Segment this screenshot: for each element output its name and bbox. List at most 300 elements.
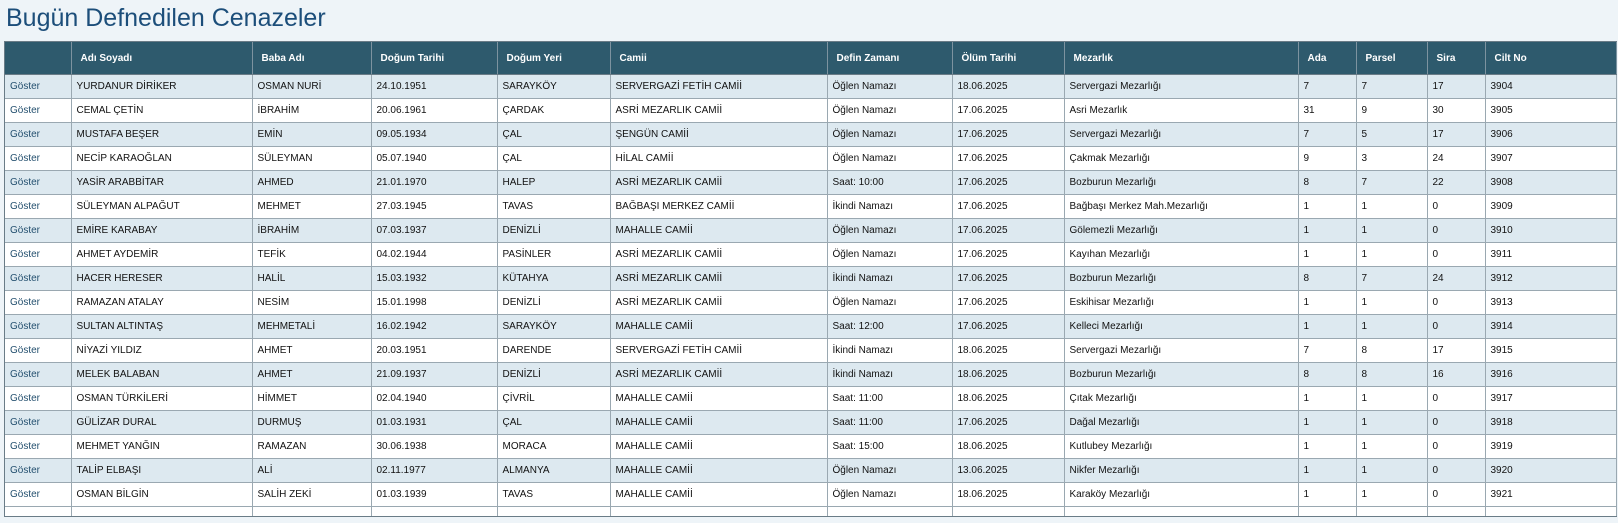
table-row (5, 267, 1616, 291)
name-cell: GÜLİZAR DURAL (71, 411, 252, 435)
father-name-cell: DURMUŞ (252, 411, 371, 435)
ada-cell: 1 (1298, 219, 1356, 243)
header-birth-date: Doğum Tarihi (371, 42, 497, 75)
table-row (5, 387, 1616, 411)
burial-time-cell: Öğlen Namazı (827, 123, 952, 147)
cilt-no-cell: 3910 (1485, 219, 1616, 243)
burial-time-cell: Öğlen Namazı (827, 243, 952, 267)
father-name-cell: AHMED (252, 171, 371, 195)
birth-date-cell: 01.03.1931 (371, 411, 497, 435)
father-name-cell: EMİN (252, 123, 371, 147)
action-cell (5, 435, 71, 459)
father-name-cell: İBRAHİM (252, 219, 371, 243)
cemetery-cell: Karaköy Mezarlığı (1064, 483, 1298, 507)
burial-time-cell: Öğlen Namazı (827, 75, 952, 99)
death-date-cell: 17.06.2025 (952, 291, 1064, 315)
birth-place-cell: DENİZLİ (497, 219, 610, 243)
show-link[interactable]: Göster (10, 249, 41, 260)
show-link[interactable]: Göster (10, 81, 41, 92)
parsel-cell: 7 (1356, 171, 1427, 195)
death-date-cell: 17.06.2025 (952, 171, 1064, 195)
death-date-cell: 17.06.2025 (952, 243, 1064, 267)
birth-place-cell: HALEP (497, 171, 610, 195)
name-cell: HACER HERESER (71, 267, 252, 291)
header-death-date: Ölüm Tarihi (952, 42, 1064, 75)
cemetery-cell: Dağal Mezarlığı (1064, 411, 1298, 435)
cilt-no-cell: 3915 (1485, 339, 1616, 363)
birth-place-cell: SARAYKÖY (497, 315, 610, 339)
show-link[interactable]: Göster (10, 441, 41, 452)
cilt-no-cell: 3913 (1485, 291, 1616, 315)
birth-place-cell: ÇAL (497, 411, 610, 435)
birth-date-cell: 27.03.1945 (371, 195, 497, 219)
cemetery-cell: Eskihisar Mezarlığı (1064, 291, 1298, 315)
action-cell (5, 219, 71, 243)
cilt-no-cell: 3916 (1485, 363, 1616, 387)
parsel-cell: 3 (1356, 147, 1427, 171)
mosque-cell: ŞENGÜN CAMİİ (610, 123, 827, 147)
burial-time-cell: Öğlen Namazı (827, 99, 952, 123)
sira-cell: 0 (1427, 195, 1485, 219)
death-date-cell: 18.06.2025 (952, 483, 1064, 507)
table-row (5, 339, 1616, 363)
parsel-cell: 1 (1356, 435, 1427, 459)
burials-table-container (4, 41, 1617, 517)
birth-place-cell: DENİZLİ (497, 291, 610, 315)
footer-cell (827, 507, 952, 517)
death-date-cell: 18.06.2025 (952, 435, 1064, 459)
sira-cell: 17 (1427, 75, 1485, 99)
cemetery-cell: Kelleci Mezarlığı (1064, 315, 1298, 339)
action-cell (5, 363, 71, 387)
cilt-no-cell: 3907 (1485, 147, 1616, 171)
cilt-no-cell: 3912 (1485, 267, 1616, 291)
birth-date-cell: 20.06.1961 (371, 99, 497, 123)
footer-cell (497, 507, 610, 517)
show-link[interactable]: Göster (10, 129, 41, 140)
action-cell (5, 99, 71, 123)
action-cell (5, 267, 71, 291)
table-row (5, 123, 1616, 147)
cemetery-cell: Bozburun Mezarlığı (1064, 171, 1298, 195)
page-title: Bugün Defnedilen Cenazeler (6, 4, 326, 32)
burials-table (5, 42, 1617, 516)
header-cemetery: Mezarlık (1064, 42, 1298, 75)
mosque-cell: ASRİ MEZARLIK CAMİİ (610, 291, 827, 315)
cilt-no-cell: 3919 (1485, 435, 1616, 459)
death-date-cell: 18.06.2025 (952, 387, 1064, 411)
sira-cell: 0 (1427, 315, 1485, 339)
death-date-cell: 17.06.2025 (952, 315, 1064, 339)
table-row (5, 219, 1616, 243)
ada-cell: 1 (1298, 243, 1356, 267)
birth-place-cell: TAVAS (497, 483, 610, 507)
action-cell (5, 291, 71, 315)
action-cell (5, 387, 71, 411)
birth-date-cell: 07.03.1937 (371, 219, 497, 243)
birth-date-cell: 15.01.1998 (371, 291, 497, 315)
death-date-cell: 18.06.2025 (952, 75, 1064, 99)
show-link[interactable]: Göster (10, 177, 41, 188)
footer-cell (5, 507, 71, 517)
header-mosque: Camii (610, 42, 827, 75)
show-link[interactable]: Göster (10, 417, 41, 428)
name-cell: AHMET AYDEMİR (71, 243, 252, 267)
header-cilt-no: Cilt No (1485, 42, 1616, 75)
ada-cell: 8 (1298, 363, 1356, 387)
show-link[interactable]: Göster (10, 321, 41, 332)
table-footer-row (5, 507, 1616, 517)
action-cell (5, 315, 71, 339)
cemetery-cell: Servergazi Mezarlığı (1064, 75, 1298, 99)
cemetery-cell: Servergazi Mezarlığı (1064, 339, 1298, 363)
sira-cell: 0 (1427, 387, 1485, 411)
burial-time-cell: İkindi Namazı (827, 339, 952, 363)
ada-cell: 8 (1298, 267, 1356, 291)
cemetery-cell: Çakmak Mezarlığı (1064, 147, 1298, 171)
birth-place-cell: MORACA (497, 435, 610, 459)
father-name-cell: ALİ (252, 459, 371, 483)
cemetery-cell: Çıtak Mezarlığı (1064, 387, 1298, 411)
death-date-cell: 17.06.2025 (952, 195, 1064, 219)
table-row (5, 459, 1616, 483)
burial-time-cell: İkindi Namazı (827, 363, 952, 387)
sira-cell: 22 (1427, 171, 1485, 195)
burial-time-cell: İkindi Namazı (827, 267, 952, 291)
name-cell: MEHMET YANĞIN (71, 435, 252, 459)
parsel-cell: 8 (1356, 363, 1427, 387)
parsel-cell: 8 (1356, 339, 1427, 363)
table-row (5, 483, 1616, 507)
name-cell: NECİP KARAOĞLAN (71, 147, 252, 171)
name-cell: YURDANUR DİRİKER (71, 75, 252, 99)
table-row (5, 171, 1616, 195)
sira-cell: 24 (1427, 147, 1485, 171)
father-name-cell: NESİM (252, 291, 371, 315)
ada-cell: 1 (1298, 291, 1356, 315)
show-link[interactable]: Göster (10, 393, 41, 404)
birth-date-cell: 15.03.1932 (371, 267, 497, 291)
cilt-no-cell: 3906 (1485, 123, 1616, 147)
birth-date-cell: 21.01.1970 (371, 171, 497, 195)
death-date-cell: 17.06.2025 (952, 219, 1064, 243)
birth-place-cell: SARAYKÖY (497, 75, 610, 99)
name-cell: OSMAN TÜRKİLERİ (71, 387, 252, 411)
mosque-cell: BAĞBAŞI MERKEZ CAMİİ (610, 195, 827, 219)
header-birth-place: Doğum Yeri (497, 42, 610, 75)
action-cell (5, 75, 71, 99)
burial-time-cell: Saat: 15:00 (827, 435, 952, 459)
show-link[interactable]: Göster (10, 297, 41, 308)
death-date-cell: 17.06.2025 (952, 123, 1064, 147)
father-name-cell: SALİH ZEKİ (252, 483, 371, 507)
header-burial-time: Defin Zamanı (827, 42, 952, 75)
sira-cell: 0 (1427, 243, 1485, 267)
header-sira: Sira (1427, 42, 1485, 75)
header-action (5, 42, 71, 75)
father-name-cell: MEHMET (252, 195, 371, 219)
action-cell (5, 459, 71, 483)
ada-cell: 1 (1298, 459, 1356, 483)
birth-date-cell: 21.09.1937 (371, 363, 497, 387)
table-row (5, 147, 1616, 171)
show-link[interactable]: Göster (10, 273, 41, 284)
parsel-cell: 9 (1356, 99, 1427, 123)
action-cell (5, 339, 71, 363)
action-cell (5, 411, 71, 435)
name-cell: MELEK BALABAN (71, 363, 252, 387)
ada-cell: 7 (1298, 75, 1356, 99)
burial-time-cell: Öğlen Namazı (827, 483, 952, 507)
birth-date-cell: 02.04.1940 (371, 387, 497, 411)
mosque-cell: MAHALLE CAMİİ (610, 459, 827, 483)
cemetery-cell: Servergazi Mezarlığı (1064, 123, 1298, 147)
name-cell: SÜLEYMAN ALPAĞUT (71, 195, 252, 219)
father-name-cell: SÜLEYMAN (252, 147, 371, 171)
birth-place-cell: ALMANYA (497, 459, 610, 483)
footer-cell (1427, 507, 1485, 517)
parsel-cell: 1 (1356, 243, 1427, 267)
cilt-no-cell: 3914 (1485, 315, 1616, 339)
cemetery-cell: Bozburun Mezarlığı (1064, 363, 1298, 387)
birth-place-cell: KÜTAHYA (497, 267, 610, 291)
action-cell (5, 243, 71, 267)
parsel-cell: 1 (1356, 291, 1427, 315)
burial-time-cell: Saat: 11:00 (827, 411, 952, 435)
parsel-cell: 1 (1356, 411, 1427, 435)
table-body (5, 75, 1616, 517)
sira-cell: 24 (1427, 267, 1485, 291)
sira-cell: 0 (1427, 483, 1485, 507)
show-link[interactable]: Göster (10, 105, 41, 116)
ada-cell: 1 (1298, 315, 1356, 339)
parsel-cell: 1 (1356, 219, 1427, 243)
action-cell (5, 483, 71, 507)
burial-time-cell: Öğlen Namazı (827, 291, 952, 315)
parsel-cell: 1 (1356, 459, 1427, 483)
footer-cell (952, 507, 1064, 517)
cemetery-cell: Kutlubey Mezarlığı (1064, 435, 1298, 459)
show-link[interactable]: Göster (10, 369, 41, 380)
birth-place-cell: ÇAL (497, 123, 610, 147)
action-cell (5, 195, 71, 219)
parsel-cell: 1 (1356, 387, 1427, 411)
ada-cell: 1 (1298, 387, 1356, 411)
sira-cell: 0 (1427, 411, 1485, 435)
header-parsel: Parsel (1356, 42, 1427, 75)
table-row (5, 195, 1616, 219)
birth-date-cell: 04.02.1944 (371, 243, 497, 267)
action-cell (5, 171, 71, 195)
name-cell: NİYAZİ YILDIZ (71, 339, 252, 363)
header-father-name: Baba Adı (252, 42, 371, 75)
mosque-cell: MAHALLE CAMİİ (610, 483, 827, 507)
table-row (5, 315, 1616, 339)
table-row (5, 243, 1616, 267)
sira-cell: 0 (1427, 219, 1485, 243)
table-header-row (5, 42, 1616, 75)
cemetery-cell: Kayıhan Mezarlığı (1064, 243, 1298, 267)
birth-place-cell: DENİZLİ (497, 363, 610, 387)
table-row (5, 291, 1616, 315)
mosque-cell: MAHALLE CAMİİ (610, 435, 827, 459)
header-ada: Ada (1298, 42, 1356, 75)
ada-cell: 7 (1298, 339, 1356, 363)
birth-date-cell: 09.05.1934 (371, 123, 497, 147)
cilt-no-cell: 3918 (1485, 411, 1616, 435)
mosque-cell: ASRİ MEZARLIK CAMİİ (610, 243, 827, 267)
action-cell (5, 123, 71, 147)
mosque-cell: ASRİ MEZARLIK CAMİİ (610, 267, 827, 291)
sira-cell: 17 (1427, 339, 1485, 363)
father-name-cell: HALİL (252, 267, 371, 291)
cilt-no-cell: 3921 (1485, 483, 1616, 507)
birth-place-cell: ÇARDAK (497, 99, 610, 123)
mosque-cell: MAHALLE CAMİİ (610, 411, 827, 435)
cilt-no-cell: 3905 (1485, 99, 1616, 123)
burial-time-cell: Saat: 10:00 (827, 171, 952, 195)
burial-time-cell: Öğlen Namazı (827, 219, 952, 243)
footer-cell (371, 507, 497, 517)
name-cell: RAMAZAN ATALAY (71, 291, 252, 315)
footer-cell (1356, 507, 1427, 517)
cemetery-cell: Gölemezli Mezarlığı (1064, 219, 1298, 243)
birth-place-cell: ÇAL (497, 147, 610, 171)
ada-cell: 1 (1298, 483, 1356, 507)
footer-cell (610, 507, 827, 517)
birth-place-cell: PASİNLER (497, 243, 610, 267)
cemetery-cell: Bağbaşı Merkez Mah.Mezarlığı (1064, 195, 1298, 219)
ada-cell: 8 (1298, 171, 1356, 195)
father-name-cell: İBRAHİM (252, 99, 371, 123)
parsel-cell: 1 (1356, 195, 1427, 219)
cemetery-cell: Nikfer Mezarlığı (1064, 459, 1298, 483)
footer-cell (71, 507, 252, 517)
sira-cell: 16 (1427, 363, 1485, 387)
birth-date-cell: 01.03.1939 (371, 483, 497, 507)
father-name-cell: AHMET (252, 363, 371, 387)
mosque-cell: ASRİ MEZARLIK CAMİİ (610, 363, 827, 387)
cilt-no-cell: 3909 (1485, 195, 1616, 219)
cilt-no-cell: 3920 (1485, 459, 1616, 483)
death-date-cell: 17.06.2025 (952, 147, 1064, 171)
burial-time-cell: İkindi Namazı (827, 195, 952, 219)
father-name-cell: AHMET (252, 339, 371, 363)
cilt-no-cell: 3908 (1485, 171, 1616, 195)
father-name-cell: HİMMET (252, 387, 371, 411)
ada-cell: 1 (1298, 195, 1356, 219)
table-row (5, 99, 1616, 123)
birth-date-cell: 05.07.1940 (371, 147, 497, 171)
header-name: Adı Soyadı (71, 42, 252, 75)
table-row (5, 435, 1616, 459)
footer-cell (1298, 507, 1356, 517)
burial-time-cell: Saat: 12:00 (827, 315, 952, 339)
mosque-cell: SERVERGAZİ FETİH CAMİİ (610, 339, 827, 363)
birth-date-cell: 24.10.1951 (371, 75, 497, 99)
father-name-cell: MEHMETALİ (252, 315, 371, 339)
mosque-cell: MAHALLE CAMİİ (610, 315, 827, 339)
name-cell: CEMAL ÇETİN (71, 99, 252, 123)
burial-time-cell: Öğlen Namazı (827, 147, 952, 171)
footer-cell (252, 507, 371, 517)
ada-cell: 9 (1298, 147, 1356, 171)
birth-date-cell: 16.02.1942 (371, 315, 497, 339)
sira-cell: 30 (1427, 99, 1485, 123)
name-cell: YASİR ARABBİTAR (71, 171, 252, 195)
birth-date-cell: 20.03.1951 (371, 339, 497, 363)
show-link[interactable]: Göster (10, 465, 41, 476)
name-cell: TALİP ELBAŞI (71, 459, 252, 483)
death-date-cell: 17.06.2025 (952, 99, 1064, 123)
sira-cell: 17 (1427, 123, 1485, 147)
parsel-cell: 1 (1356, 483, 1427, 507)
birth-date-cell: 02.11.1977 (371, 459, 497, 483)
mosque-cell: MAHALLE CAMİİ (610, 219, 827, 243)
cilt-no-cell: 3904 (1485, 75, 1616, 99)
death-date-cell: 13.06.2025 (952, 459, 1064, 483)
cilt-no-cell: 3911 (1485, 243, 1616, 267)
father-name-cell: TEFİK (252, 243, 371, 267)
parsel-cell: 7 (1356, 267, 1427, 291)
table-row (5, 363, 1616, 387)
ada-cell: 1 (1298, 435, 1356, 459)
ada-cell: 7 (1298, 123, 1356, 147)
sira-cell: 0 (1427, 459, 1485, 483)
burial-time-cell: Saat: 11:00 (827, 387, 952, 411)
show-link[interactable]: Göster (10, 489, 41, 500)
mosque-cell: HİLAL CAMİİ (610, 147, 827, 171)
show-link[interactable]: Göster (10, 225, 41, 236)
footer-cell (1064, 507, 1298, 517)
burial-time-cell: Öğlen Namazı (827, 459, 952, 483)
death-date-cell: 18.06.2025 (952, 363, 1064, 387)
mosque-cell: ASRİ MEZARLIK CAMİİ (610, 99, 827, 123)
parsel-cell: 1 (1356, 315, 1427, 339)
cemetery-cell: Asri Mezarlık (1064, 99, 1298, 123)
cilt-no-cell: 3917 (1485, 387, 1616, 411)
table-row (5, 75, 1616, 99)
sira-cell: 0 (1427, 435, 1485, 459)
name-cell: SULTAN ALTINTAŞ (71, 315, 252, 339)
cemetery-cell: Bozburun Mezarlığı (1064, 267, 1298, 291)
name-cell: EMİRE KARABAY (71, 219, 252, 243)
birth-date-cell: 30.06.1938 (371, 435, 497, 459)
show-link[interactable]: Göster (10, 201, 41, 212)
name-cell: MUSTAFA BEŞER (71, 123, 252, 147)
birth-place-cell: TAVAS (497, 195, 610, 219)
death-date-cell: 17.06.2025 (952, 411, 1064, 435)
mosque-cell: ASRİ MEZARLIK CAMİİ (610, 171, 827, 195)
father-name-cell: RAMAZAN (252, 435, 371, 459)
ada-cell: 31 (1298, 99, 1356, 123)
show-link[interactable]: Göster (10, 153, 41, 164)
name-cell: OSMAN BİLGİN (71, 483, 252, 507)
footer-cell (1485, 507, 1616, 517)
father-name-cell: OSMAN NURİ (252, 75, 371, 99)
table-row (5, 411, 1616, 435)
action-cell (5, 147, 71, 171)
ada-cell: 1 (1298, 411, 1356, 435)
death-date-cell: 17.06.2025 (952, 267, 1064, 291)
mosque-cell: SERVERGAZİ FETİH CAMİİ (610, 75, 827, 99)
sira-cell: 0 (1427, 291, 1485, 315)
show-link[interactable]: Göster (10, 345, 41, 356)
parsel-cell: 5 (1356, 123, 1427, 147)
mosque-cell: MAHALLE CAMİİ (610, 387, 827, 411)
birth-place-cell: DARENDE (497, 339, 610, 363)
death-date-cell: 18.06.2025 (952, 339, 1064, 363)
